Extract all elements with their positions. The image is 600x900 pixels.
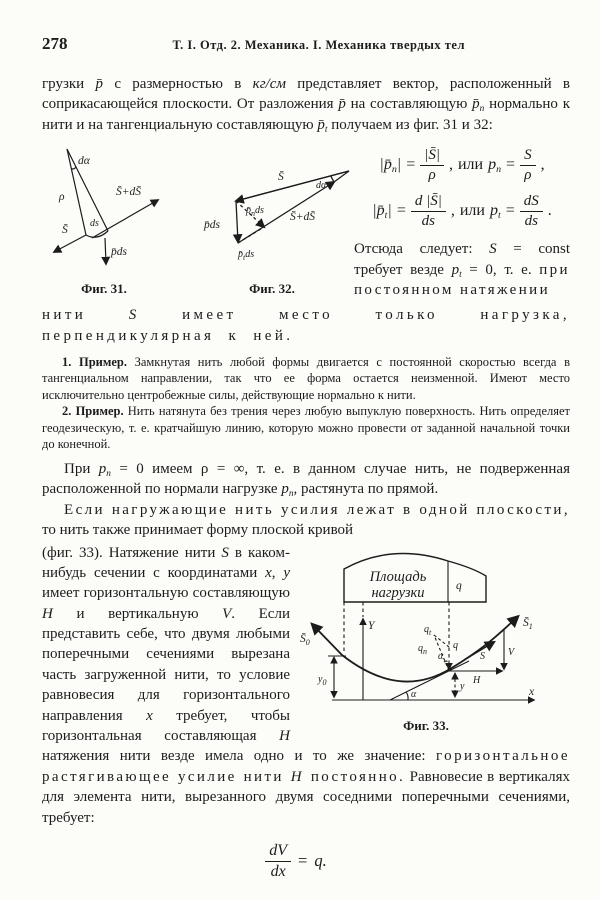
- equals-sign: =: [506, 156, 516, 174]
- text-run: требует, чтобы горизонтальная составляющая: [42, 707, 290, 745]
- comma: ,: [540, 156, 545, 174]
- example-2-lead: 2. Пример.: [62, 404, 124, 419]
- math-var: S̄: [523, 616, 529, 629]
- numerator: S: [520, 147, 536, 166]
- fig33-label-qt: [424, 624, 432, 637]
- text-run: , растянута по прямой.: [293, 481, 439, 498]
- math-var: y: [283, 564, 290, 581]
- para-conclusion-continued: [42, 305, 570, 346]
- math-sub: n: [423, 646, 427, 656]
- fig31-label-ds: ds: [90, 218, 99, 230]
- math-sub: t: [324, 124, 328, 135]
- example-1: [42, 354, 570, 404]
- math-var: ds: [255, 205, 264, 217]
- fraction: [520, 193, 543, 230]
- math-var: V: [222, 605, 232, 622]
- denominator: ρ: [428, 166, 436, 183]
- page-number: 278: [42, 34, 68, 53]
- text-run: (фиг. 33). Натяжение нити: [42, 544, 222, 561]
- fig32-label-s-plus-ds: S̄+dS̄: [290, 211, 316, 224]
- fig32-label-pnds: [245, 205, 264, 218]
- math-sub: n: [251, 209, 255, 219]
- math-var: p̄: [376, 202, 385, 220]
- numerator: d |S̄|: [411, 193, 446, 212]
- text-run: = 0, т. е.: [461, 261, 540, 278]
- math-sub: n: [288, 489, 294, 500]
- fig32-label-dalpha: dα: [316, 180, 327, 192]
- math-var: |: [379, 156, 384, 174]
- eq-rhs: [488, 156, 501, 174]
- figure-33-container: [298, 545, 570, 740]
- text-run-emphasis: нити: [42, 307, 129, 324]
- figures-equations-row: [42, 143, 570, 303]
- math-var: q: [424, 623, 429, 635]
- fig33-label-q: q: [453, 639, 458, 651]
- math-sub: 0: [305, 637, 310, 647]
- para-pn-zero: [42, 459, 570, 500]
- fig31-label-s-plus-ds: S̄+dS̄: [116, 186, 142, 199]
- page-header: [42, 34, 570, 54]
- math-sub: n: [391, 164, 397, 176]
- fig33-label-qn: [418, 643, 427, 656]
- math-sub: t: [459, 269, 462, 280]
- math-var: p: [451, 261, 460, 278]
- fig31-label-s: S̄: [62, 224, 68, 237]
- fraction: [265, 842, 291, 881]
- fig32-caption: Фиг. 32.: [249, 281, 295, 297]
- example-1-lead: 1. Пример.: [62, 354, 127, 369]
- math-var: H: [290, 768, 304, 785]
- math-var: p̄: [338, 96, 346, 113]
- text-run: грузки: [42, 76, 96, 92]
- fig33-label-h: H: [473, 674, 481, 686]
- math-var: p̄: [317, 116, 325, 133]
- fraction: [520, 147, 536, 184]
- text-run: . Если представить себе, что двумя любыми поперечными сечениями вырезана часть загруженной нити, то условие равновесия для горизонтального направления: [42, 605, 290, 724]
- equals-sign: =: [406, 156, 416, 174]
- section-fig33: [42, 543, 570, 828]
- right-column: [354, 143, 570, 303]
- fig32-lines: [236, 171, 349, 243]
- fig33-label-s: S: [480, 650, 485, 662]
- eq-rhs: [490, 202, 501, 220]
- numerator: dS: [520, 193, 543, 212]
- text-run: При: [64, 460, 99, 477]
- fig32-label-pds: p̄ds: [204, 219, 220, 232]
- fig31-label-pds: p̄ds: [111, 246, 127, 259]
- text-run: в каком-нибудь сечении с координатами: [42, 544, 290, 581]
- fig31-lines: [54, 149, 158, 264]
- example-2: [42, 403, 570, 453]
- fig33-label-q-top: q: [456, 579, 462, 592]
- math-var: |: [387, 202, 392, 220]
- text-run: Замкнутая нить любой формы двигается с постоянной скоростью всегда в тангенциальном направлении, так что ее форма остается неизменной. Имеют место исключительно центробежные силы, действующие нормально к нити.: [42, 354, 570, 402]
- math-var: p: [281, 481, 289, 498]
- math-var: y: [318, 673, 323, 685]
- math-sub: t: [429, 627, 432, 637]
- fig33-label-y-axis: Y: [368, 619, 375, 632]
- math-sub: n: [479, 104, 485, 115]
- fig32-label-ptds: [237, 249, 254, 262]
- fig33-label-v: V: [508, 646, 515, 658]
- fig33-label-y: y: [460, 680, 465, 692]
- denominator: dx: [270, 862, 286, 880]
- math-sub: t: [384, 210, 388, 222]
- text-run: представляет вектор, расположенный в соприкасающейся плоскости. От разложения: [42, 76, 571, 113]
- text-run: Отсюда следует:: [354, 241, 490, 258]
- math-var: ds: [245, 249, 255, 261]
- math-var: p̄: [383, 156, 392, 174]
- math-var: p̄: [472, 96, 480, 113]
- math-var: x: [146, 707, 153, 724]
- para-intro: [42, 74, 570, 135]
- text-run: Равновесие в вертикалях для элемента нити, вырезанного двумя соседними поперечными сечениями, требует:: [42, 768, 570, 826]
- math-sub: n: [106, 468, 111, 479]
- math-var: H: [42, 605, 53, 622]
- math-var: H: [279, 728, 290, 745]
- math-var: p: [488, 156, 497, 174]
- denominator: ρ: [524, 166, 532, 183]
- text-run: получаем из фиг. 31 и 32:: [327, 116, 493, 133]
- math-sub: t: [243, 253, 246, 263]
- fraction: [411, 193, 446, 230]
- text-run: = const требует везде: [354, 241, 570, 278]
- word-or: или: [457, 156, 484, 174]
- math-var: S: [128, 307, 140, 324]
- fig33-caption: Фиг. 33.: [403, 717, 449, 733]
- fraction: [420, 147, 444, 184]
- math-sub: 0: [322, 677, 327, 687]
- denominator: ds: [524, 212, 538, 229]
- text-run: = 0 имеем ρ = ∞, т. е. в данном случае нить, не подверженная расположенной по нормали нагрузке: [42, 460, 570, 498]
- fig33-construction-lines: [328, 602, 534, 700]
- equation-pt: [354, 193, 570, 230]
- text-run-emphasis: Если нагружающие нить усилия лежат в одной плоскости,: [64, 501, 570, 518]
- fig33-label-load-area-2: нагрузки: [371, 584, 425, 601]
- fig33-label-s0: [300, 632, 310, 647]
- period: .: [547, 202, 552, 220]
- text-run-emphasis: постоянно.: [303, 768, 406, 785]
- text-run: и вертикальную: [52, 605, 223, 622]
- fig33-label-y0: [317, 674, 326, 687]
- fig33-cable-curve: [312, 616, 518, 681]
- math-var: q.: [314, 851, 327, 871]
- eq-lhs: [372, 202, 392, 220]
- numerator: dV: [265, 842, 291, 862]
- fig31-label-dalpha: dα: [78, 155, 90, 168]
- text-run: то нить также принимает форму плоской кривой: [42, 522, 354, 539]
- equation-pn: [354, 147, 570, 184]
- math-var: |: [396, 156, 402, 174]
- math-var: S: [221, 544, 229, 561]
- text-run: на составляющую: [345, 96, 473, 113]
- comma: ,: [450, 202, 455, 220]
- figure-32: [194, 143, 354, 303]
- math-var: S̄: [300, 632, 306, 645]
- text-run: Нить натянута без трения через любую выпуклую поверхность. Нить определяет геодезическую, т. е. кратчайшую линию, которую можно провести от заданной начальной точки до конечной.: [42, 404, 570, 452]
- math-var: q: [418, 642, 423, 654]
- math-var: p̄: [238, 249, 243, 261]
- math-sub: t: [497, 210, 501, 222]
- denominator: ds: [421, 212, 436, 229]
- equals-sign: =: [298, 851, 308, 871]
- equals-sign: =: [396, 202, 406, 220]
- numerator: |S̄|: [420, 147, 444, 166]
- word-or: или: [459, 202, 485, 220]
- fig33-label-load-area-1: Площадь: [369, 568, 427, 585]
- math-var: p̄: [95, 76, 104, 92]
- fig33-label-alpha-small: α: [438, 650, 444, 662]
- math-var: p̄: [246, 205, 251, 217]
- fig32-label-s: S̄: [278, 171, 284, 184]
- eq-lhs: [379, 156, 401, 174]
- text-run: имеет горизонтальную составляющую: [42, 585, 290, 602]
- math-var: p: [98, 460, 107, 477]
- comma: ,: [448, 156, 453, 174]
- figures-31-32: [42, 143, 354, 303]
- text-run-emphasis: при постоянном натяжении: [354, 261, 570, 299]
- equations-block: [354, 147, 570, 229]
- para-plane-forces: [42, 500, 570, 541]
- figure-33: [298, 545, 570, 740]
- math-var: S: [489, 241, 497, 258]
- math-sub: 1: [528, 621, 533, 631]
- math-sub: n: [496, 164, 502, 176]
- fig33-label-s1: [523, 616, 533, 631]
- text-run: нормально к нити и на тангенциальную составляющую: [42, 96, 570, 133]
- math-var: x: [265, 564, 272, 581]
- equals-sign: =: [505, 202, 515, 220]
- fig31-label-rho: ρ: [59, 191, 65, 204]
- running-header: Т. I. Отд. 2. Механика. I. Механика твердых тел: [172, 38, 465, 52]
- figure-31: [42, 143, 194, 303]
- text-run: ,: [271, 564, 284, 581]
- text-run: с размерностью в: [103, 76, 253, 92]
- fig31-caption: Фиг. 31.: [81, 281, 127, 297]
- text-run-emphasis: имеет место только нагрузка, перпендикулярная к ней.: [42, 307, 570, 344]
- math-var: p: [489, 202, 498, 220]
- text-run-emphasis: горизонтальное растягивающее усилие нити: [42, 748, 570, 785]
- text-run: натяжения нити везде имела одно и то же значение:: [42, 748, 436, 765]
- fig33-label-x-axis: x: [529, 685, 535, 698]
- equation-dvdx: [42, 842, 570, 881]
- fig33-label-alpha: α: [411, 688, 417, 700]
- math-var: кг/см: [252, 76, 286, 92]
- math-var: |: [372, 202, 377, 220]
- examples-block: [42, 354, 570, 453]
- para-conclusion: [354, 239, 570, 300]
